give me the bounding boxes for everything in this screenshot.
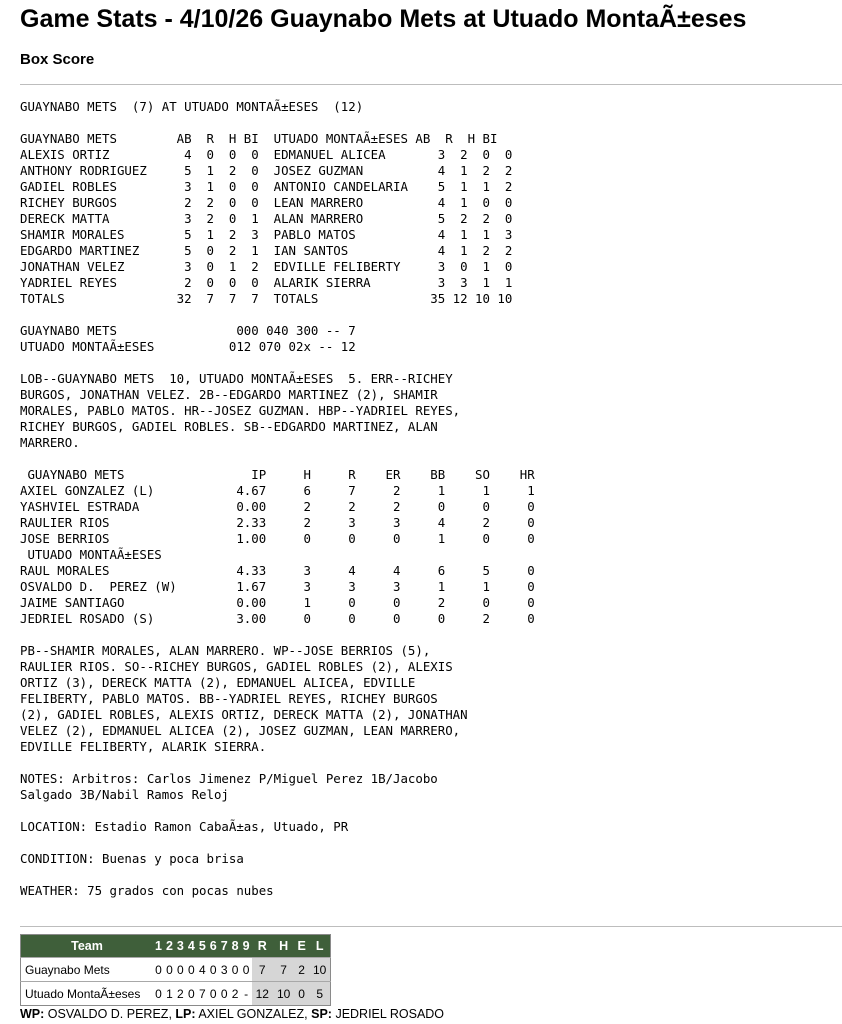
inning-header-4: 4 (186, 935, 197, 958)
lp-label: LP: (175, 1007, 196, 1021)
box-score-heading: Box Score (20, 51, 95, 68)
errors-header: E (294, 935, 309, 958)
team-header: Team (21, 935, 154, 958)
bottom-divider (20, 926, 842, 927)
page-title: Game Stats - 4/10/26 Guaynabo Mets at Utuado MontaÃ±eses (20, 5, 747, 33)
inning-score: 1 (164, 982, 175, 1006)
inning-header-9: 9 (241, 935, 252, 958)
inning-score: 7 (197, 982, 208, 1006)
save-pitcher: JEDRIEL ROSADO (335, 1007, 445, 1021)
team-name: Utuado MontaÃ±eses (21, 982, 154, 1006)
inning-score: 0 (186, 958, 197, 982)
inning-score: 0 (153, 982, 164, 1006)
inning-header-1: 1 (153, 935, 164, 958)
inning-header-3: 3 (175, 935, 186, 958)
runs-total: 12 (252, 982, 273, 1006)
linescore-table (20, 934, 331, 1006)
inning-score: 0 (175, 958, 186, 982)
top-divider (20, 84, 842, 85)
inning-score: 3 (219, 958, 230, 982)
inning-score: 0 (186, 982, 197, 1006)
hits-total: 7 (273, 958, 294, 982)
inning-header-6: 6 (208, 935, 219, 958)
inning-header-5: 5 (197, 935, 208, 958)
errors-total: 0 (294, 982, 309, 1006)
inning-score: 0 (208, 982, 219, 1006)
linescore-row-away (21, 958, 331, 982)
inning-score: 4 (197, 958, 208, 982)
inning-score: 2 (175, 982, 186, 1006)
pitching-decisions: WP: OSVALDO D. PEREZ, LP: AXIEL GONZALEZ, SP: JEDRIEL ROSADO (20, 1007, 445, 1021)
lob-total: 5 (309, 982, 331, 1006)
wp-label: WP: (20, 1007, 45, 1021)
inning-score: 0 (230, 958, 241, 982)
winning-pitcher: OSVALDO D. PEREZ (47, 1007, 169, 1021)
linescore-header-row (21, 935, 331, 958)
inning-score: 0 (153, 958, 164, 982)
lob-total: 10 (309, 958, 331, 982)
inning-score: 0 (164, 958, 175, 982)
inning-score: 0 (241, 958, 252, 982)
team-name: Guaynabo Mets (21, 958, 154, 982)
inning-header-2: 2 (164, 935, 175, 958)
runs-header: R (252, 935, 273, 958)
inning-header-8: 8 (230, 935, 241, 958)
inning-score: 0 (208, 958, 219, 982)
box-score-text: GUAYNABO METS (7) AT UTUADO MONTAÃ±ESES (12) GUAYNABO METS AB R H BI UTUADO MONTAÃ±ESES AB R H BI ALEXIS ORTIZ 4 0 0 0 EDMANUEL ALICEA 3 2 0 0 ANTHONY RODRIGUEZ 5 1 2 0 JOSEZ GUZMAN 4 1 2 2 GADIEL ROBLES 3 1 0 0 ANTONIO CANDELARIA 5 1 1 2 RICHEY BURGOS 2 2 0 0 LEAN MARRERO 4 1 0 0 DERECK MATTA 3 2 0 1 ALAN MARRERO 5 2 2 0 SHAMIR MORALES 5 1 2 3 PABLO MATOS 4 1 1 3 EDGARDO MARTINEZ 5 0 2 1 IAN SANTOS 4 1 2 2 JONATHAN VELEZ 3 0 1 2 EDVILLE FELIBERTY 3 0 1 0 YADRIEL REYES 2 0 0 0 ALARIK SIERRA 3 3 1 1 TOTALS 32 7 7 7 TOTALS 35 12 10 10 GUAYNABO METS 000 040 300 -- 7 UTUADO MONTAÃ±ESES 012 070 02x -- 12 LOB--GUAYNABO METS 10, UTUADO MONTAÃ±ESES 5. ERR--RICHEY BURGOS, JONATHAN VELEZ. 2B--EDGARDO MARTINEZ (2), SHAMIR MORALES, PABLO MATOS. HR--JOSEZ GUZMAN. HBP--YADRIEL REYES, RICHEY BURGOS, GADIEL ROBLES. SB--EDGARDO MARTINEZ, ALAN MARRERO. GUAYNABO METS IP H R ER BB SO HR AXIEL GONZALEZ (L) 4.67 6 7 2 1 1 1 YASHVIEL ESTRADA 0.00 2 2 2 0 0 0 RAULIER RIOS 2.33 2 3 3 4 2 0 JOSE BERRIOS 1.00 0 0 0 1 0 0 UTUADO MONTAÃ±ESES RAUL MORALES 4.33 3 4 4 6 5 0 OSVALDO D. PEREZ (W) 1.67 3 3 3 1 1 0 JAIME SANTIAGO 0.00 1 0 0 2 0 0 JEDRIEL ROSADO (S) 3.00 0 0 0 0 2 0 PB--SHAMIR MORALES, ALAN MARRERO. WP--JOSE BERRIOS (5), RAULIER RIOS. SO--RICHEY BURGOS, GADIEL ROBLES (2), ALEXIS ORTIZ (3), DERECK MATTA (2), EDMANUEL ALICEA, EDVILLE FELIBERTY, PABLO MATOS. BB--YADRIEL REYES, RICHEY BURGOS (2), GADIEL ROBLES, ALEXIS ORTIZ, DERECK MATTA (2), JONATHAN VELEZ (2), EDMANUEL ALICEA (2), JOSEZ GUZMAN, LEAN MARRERO, EDVILLE FELIBERTY, ALARIK SIERRA. NOTES: Arbitros: Carlos Jimenez P/Miguel Perez 1B/Jacobo Salgado 3B/Nabil Ramos Reloj LOCATION: Estadio Ramon CabaÃ±as, Utuado, PR CONDITION: Buenas y poca brisa WEATHER: 75 grados con pocas nubes (20, 99, 535, 898)
inning-score: 2 (230, 982, 241, 1006)
hits-total: 10 (273, 982, 294, 1006)
hits-header: H (273, 935, 294, 958)
linescore-row-home (21, 982, 331, 1006)
sp-label: SP: (311, 1007, 332, 1021)
lob-header: L (309, 935, 331, 958)
errors-total: 2 (294, 958, 309, 982)
inning-score: - (241, 982, 252, 1006)
losing-pitcher: AXIEL GONZALEZ (198, 1007, 305, 1021)
inning-score: 0 (219, 982, 230, 1006)
inning-header-7: 7 (219, 935, 230, 958)
runs-total: 7 (252, 958, 273, 982)
